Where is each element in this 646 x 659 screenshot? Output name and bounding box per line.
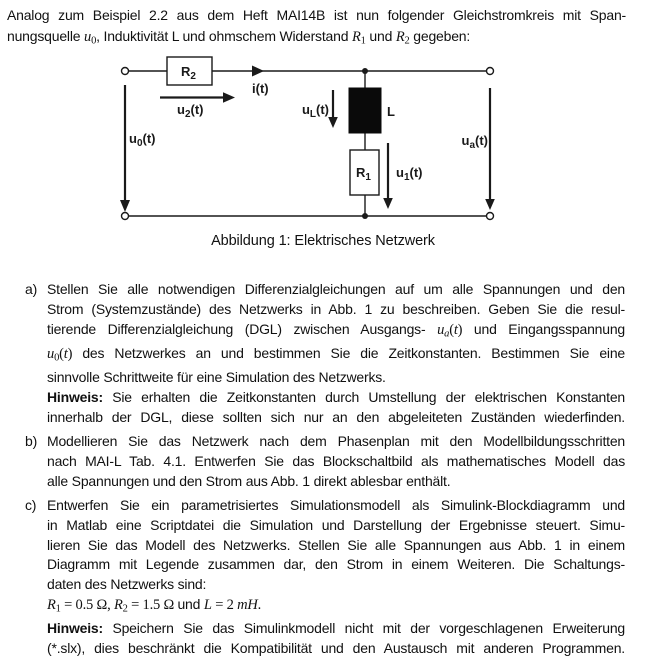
text-line: Stellen Sie alle notwendigen Differenzialgleichungen auf um alle Spannungen und den — [47, 281, 625, 297]
intro-paragraph — [7, 5, 626, 52]
voltage-label-ua: $u_a(t)$ — [461, 133, 488, 151]
task-item-c — [25, 496, 625, 659]
text-line: in Matlab eine Scriptdatei die Simulation und Darstellung der Ergebnisse steuert. Simu- — [47, 516, 625, 533]
text-line: (*.slx), dies beschränkt die Kompatibilität und den Austausch mit anderen Programmen. — [47, 640, 625, 657]
voltage-arrowhead-u2 — [223, 92, 235, 102]
text-line: Hinweis: Sie erhalten die Zeitkonstanten durch Umstellung der elektrischen Konstanten — [47, 388, 625, 405]
task-body-b — [47, 432, 625, 491]
task-body-c — [47, 496, 625, 659]
text-line: Strom (Systemzustände) des Netzwerks in Abb. 1 zu beschreiben. Geben Sie die resul- — [47, 300, 625, 317]
task-body-a — [47, 280, 625, 428]
voltage-arrowhead-u1 — [383, 198, 393, 209]
text-line: nach MAI-L Tab. 4.1. Entwerfen Sie das Blockschaltbild als mathematisches Modell das — [47, 452, 625, 469]
text-line: Modellieren Sie das Netzwerk nach dem Phasenplan mit den Modellbildungsschritten — [47, 433, 625, 450]
terminal-top-right — [487, 68, 494, 75]
voltage-label-u2: $u_2(t)$ — [177, 102, 204, 120]
text-line: Diagramm mit Legende zusammen dar, den Strom in einem Weiteren. Die Schaltungs- — [47, 556, 625, 573]
circuit-values-line: R1 = 0.5 Ω, R2 = 1.5 Ω und L = 2 mH. — [47, 595, 262, 615]
voltage-arrowhead-uL — [328, 117, 338, 128]
circuit-diagram — [113, 55, 503, 225]
node-bottom — [362, 213, 368, 219]
figure-caption: Abbildung 1: Elektrisches Netzwerk — [211, 233, 435, 249]
voltage-arrowhead-u0 — [120, 200, 130, 212]
inductor-l — [349, 88, 381, 133]
current-arrow-icon — [252, 66, 264, 77]
terminal-bottom-left — [122, 213, 129, 220]
node-top — [362, 68, 368, 74]
text-line: innerhalb der DGL, diese sollten sich nur an den abgeleiteten Zuständen wiederfinden. — [47, 408, 625, 425]
text-line: lieren Sie das Modell des Netzwerks. Stellen Sie alle Spannungen aus Abb. 1 in einem — [47, 536, 625, 553]
text-line: sinnvolle Schrittweite für eine Simulation des Netzwerks. — [47, 369, 386, 386]
task-item-b — [25, 432, 625, 491]
task-label-c: c) — [25, 496, 37, 513]
text-line: Hinweis: Speichern Sie das Simulinkmodell nicht mit der vorgeschlagenen Erweiterung — [47, 620, 625, 637]
terminal-bottom-right — [487, 213, 494, 220]
text-line: nungsquelle u0, Induktivität L und ohmschem Widerstand R1 und R2 gegeben: — [7, 28, 471, 47]
voltage-label-uL: $u_L(t)$ — [301, 102, 329, 120]
text-line: u0(t) des Netzwerkes an und bestimmen Sie die Zeitkonstanten. Bestimmen Sie eine — [47, 344, 625, 364]
inductor-l-label: L — [387, 104, 395, 119]
text-line: tierende Differenzialgleichung (DGL) zwischen Ausgangs- ua(t) und Eingangsspannung — [47, 320, 625, 340]
text-line: daten des Netzwerks sind: — [47, 576, 207, 593]
text-line: Analog zum Beispiel 2.2 aus dem Heft MAI14B ist nun folgender Gleichstromkreis mit Span- — [7, 7, 626, 23]
current-label: i(t) — [252, 81, 269, 96]
task-label-b: b) — [25, 433, 38, 450]
resistor-r1-label: $R_1$ — [356, 165, 371, 183]
task-list — [25, 280, 625, 659]
voltage-label-u1: $u_1(t)$ — [396, 165, 423, 183]
text-line: alle Spannungen und den Strom aus Abb. 1 direkt ablesbar enthält. — [47, 472, 451, 489]
voltage-arrowhead-ua — [485, 199, 495, 210]
task-item-a — [25, 280, 625, 428]
task-label-a: a) — [25, 281, 38, 297]
resistor-r2-label: $R_2$ — [181, 64, 196, 82]
voltage-label-u0: $u_0(t)$ — [129, 131, 156, 149]
terminal-top-left — [122, 68, 129, 75]
text-line: Entwerfen Sie ein parametrisiertes Simulationsmodell als Simulink-Blockdiagramm und — [47, 496, 625, 513]
